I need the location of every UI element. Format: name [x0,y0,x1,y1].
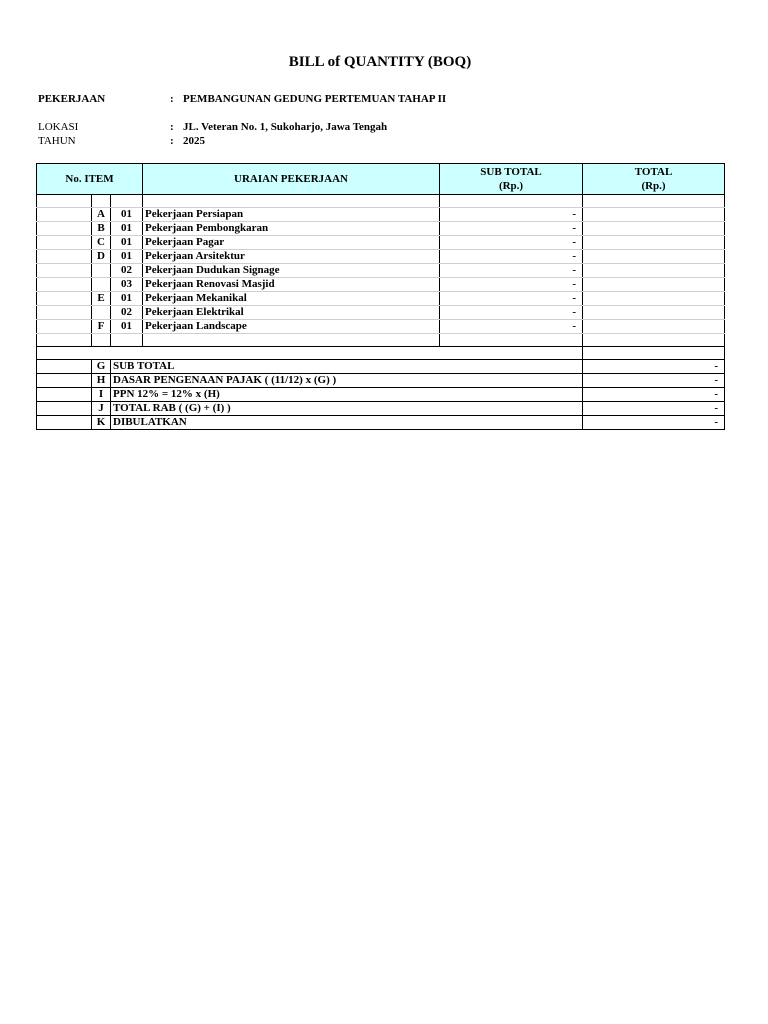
item-total [583,292,725,306]
pekerjaan-label: PEKERJAAN [38,93,106,105]
item-letter: D [92,250,111,264]
table-row [37,320,725,334]
item-subtotal: - [440,222,583,236]
lokasi-value: JL. Veteran No. 1, Sukoharjo, Jawa Tengah [183,121,388,133]
item-subtotal: - [440,236,583,250]
total-description: DIBULATKAN [111,416,583,430]
project-meta-location [38,121,638,149]
item-subtotal: - [440,278,583,292]
item-letter [92,264,111,278]
pekerjaan-value: PEMBANGUNAN GEDUNG PERTEMUAN TAHAP II [183,93,447,105]
item-description: Pekerjaan Arsitektur [143,250,440,264]
item-subtotal: - [440,208,583,222]
item-total [583,306,725,320]
tahun-value: 2025 [183,135,205,147]
header-no-item: No. ITEM [37,164,143,195]
colon: : [170,93,174,105]
header-uraian: URAIAN PEKERJAAN [143,164,440,195]
spacer-row [37,195,725,208]
total-description: TOTAL RAB ( (G) + (I) ) [111,402,583,416]
item-description: Pekerjaan Persiapan [143,208,440,222]
item-number: 01 [111,250,143,264]
item-number: 01 [111,208,143,222]
header-total [583,164,725,195]
table-row [37,264,725,278]
item-letter: F [92,320,111,334]
item-description: Pekerjaan Pembongkaran [143,222,440,236]
item-description: Pekerjaan Landscape [143,320,440,334]
lokasi-label: LOKASI [38,121,79,133]
item-letter: E [92,292,111,306]
item-rows [37,195,725,347]
item-description: Pekerjaan Renovasi Masjid [143,278,440,292]
total-row-j [37,402,725,416]
item-letter [92,278,111,292]
item-subtotal: - [440,264,583,278]
total-letter: H [92,374,111,388]
total-letter: I [92,388,111,402]
boq-table [36,163,725,430]
total-value: - [583,416,725,430]
project-meta [38,93,638,107]
total-rows [37,347,725,430]
table-row [37,278,725,292]
item-total [583,250,725,264]
item-subtotal: - [440,250,583,264]
meta-pekerjaan [38,93,638,107]
header-total-unit: (Rp.) [641,180,666,192]
item-total [583,278,725,292]
total-value: - [583,360,725,374]
item-subtotal: - [440,320,583,334]
item-subtotal: - [440,306,583,320]
header-total-label: TOTAL [634,166,673,178]
item-letter: A [92,208,111,222]
table-row [37,306,725,320]
total-value: - [583,402,725,416]
item-number: 03 [111,278,143,292]
item-total [583,264,725,278]
total-letter: J [92,402,111,416]
item-number: 01 [111,236,143,250]
table-row [37,250,725,264]
item-total [583,208,725,222]
total-row-g [37,360,725,374]
total-value: - [583,374,725,388]
item-number: 01 [111,222,143,236]
document-title: BILL of QUANTITY (BOQ) [288,54,472,70]
total-row-i [37,388,725,402]
item-letter: B [92,222,111,236]
item-total [583,222,725,236]
header-sub-total [440,164,583,195]
item-total [583,320,725,334]
table-row [37,222,725,236]
item-total [583,236,725,250]
total-row-h [37,374,725,388]
colon: : [170,121,174,133]
item-description: Pekerjaan Mekanikal [143,292,440,306]
total-letter: G [92,360,111,374]
table-row [37,292,725,306]
item-letter: C [92,236,111,250]
total-description: PPN 12% = 12% x (H) [111,388,583,402]
item-description: Pekerjaan Elektrikal [143,306,440,320]
item-description: Pekerjaan Pagar [143,236,440,250]
item-number: 02 [111,306,143,320]
header-sub-total-label: SUB TOTAL [480,166,542,178]
table-row [37,236,725,250]
colon: : [170,135,174,147]
table-row [37,208,725,222]
item-subtotal: - [440,292,583,306]
total-letter: K [92,416,111,430]
meta-tahun [38,135,638,149]
total-description: SUB TOTAL [111,360,583,374]
item-number: 02 [111,264,143,278]
tahun-label: TAHUN [38,135,76,147]
item-number: 01 [111,292,143,306]
item-description: Pekerjaan Dudukan Signage [143,264,440,278]
spacer-row [37,334,725,347]
total-row-k [37,416,725,430]
item-number: 01 [111,320,143,334]
meta-lokasi [38,121,638,135]
total-value: - [583,388,725,402]
header-sub-total-unit: (Rp.) [498,180,524,192]
table-header-row [37,164,725,195]
total-description: DASAR PENGENAAN PAJAK ( (11/12) x (G) ) [111,374,583,388]
spacer-row [37,347,725,360]
item-letter [92,306,111,320]
